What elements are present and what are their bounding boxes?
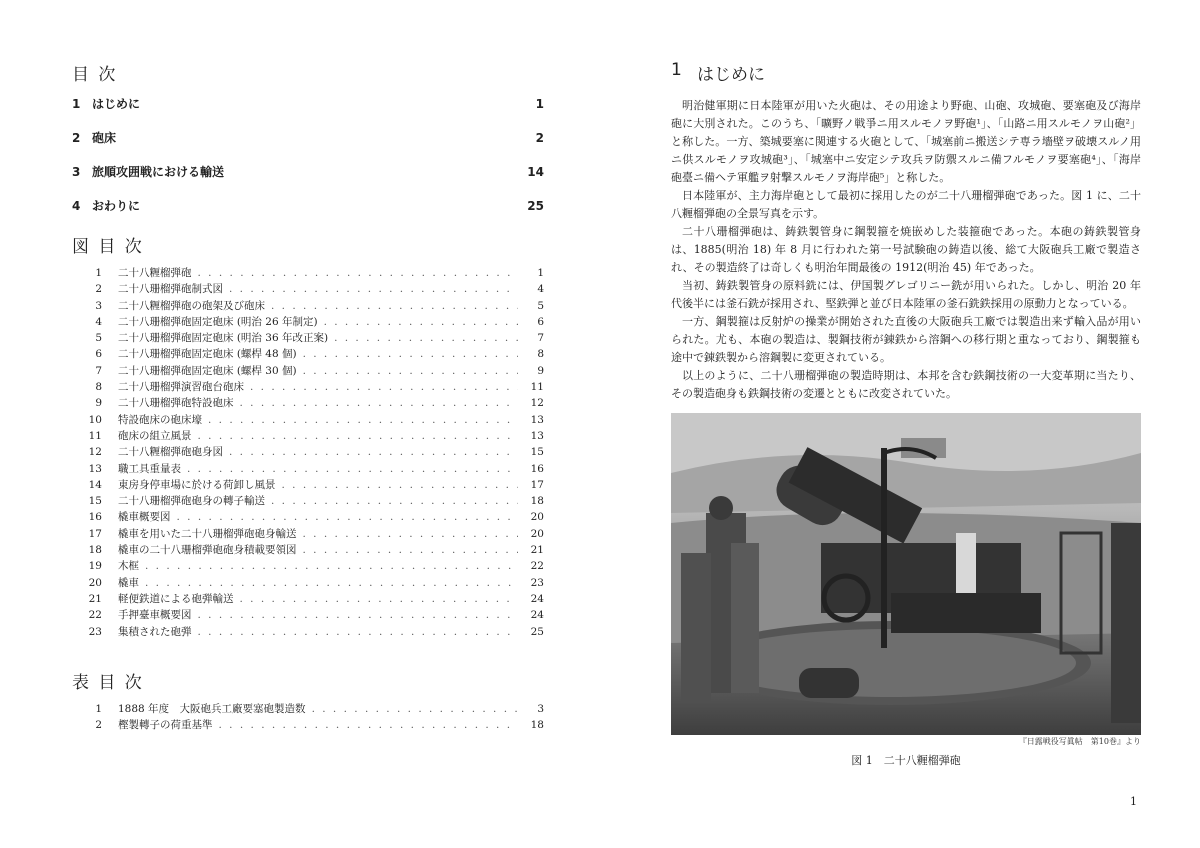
list-item-title: 二十八珊榴弾砲制式図 xyxy=(118,283,223,296)
list-item-number: 8 xyxy=(95,381,102,394)
dot-leader xyxy=(229,446,518,458)
section-intro xyxy=(671,60,1141,403)
list-of-figures xyxy=(72,232,544,640)
toc-item-title: おわりに xyxy=(92,199,141,213)
list-item-page: 9 xyxy=(537,364,544,377)
list-item[interactable] xyxy=(72,558,544,574)
list-item[interactable] xyxy=(72,526,544,542)
list-item-page: 7 xyxy=(537,332,544,345)
list-item-number: 21 xyxy=(88,592,102,605)
list-item-number: 12 xyxy=(88,446,102,459)
toc-item-title: はじめに xyxy=(92,97,141,111)
list-item-number: 17 xyxy=(88,527,102,540)
list-item-number: 10 xyxy=(88,413,102,426)
list-item-page: 24 xyxy=(530,592,544,605)
dot-leader xyxy=(334,332,518,344)
dot-leader xyxy=(240,593,519,605)
list-item-page: 13 xyxy=(530,429,544,442)
photo-credit: 『日露戦役写眞帖 第10巻』より xyxy=(1018,737,1141,746)
list-item-page: 6 xyxy=(537,315,544,328)
list-item[interactable] xyxy=(72,509,544,525)
list-item[interactable] xyxy=(72,265,544,281)
list-item[interactable] xyxy=(72,428,544,444)
list-item-title: 軽便鉄道による砲弾輸送 xyxy=(118,592,234,605)
toc-item-number: 2 xyxy=(72,131,81,145)
list-item-title: 橇車概要図 xyxy=(118,511,171,524)
list-item-title: 二十八珊榴弾砲固定砲床 (螺桿 30 個) xyxy=(118,364,297,377)
list-item-number: 22 xyxy=(88,609,102,622)
list-item-number: 15 xyxy=(88,495,102,508)
list-item-title: 二十八糎榴弾砲砲身図 xyxy=(118,446,223,459)
section-number: 1 xyxy=(671,60,682,80)
list-item[interactable] xyxy=(72,493,544,509)
list-item-page: 21 xyxy=(530,544,544,557)
body-paragraph: 当初、鋳鉄製管身の原料銑には、伊国製グレゴリニー銑が用いられた。しかし、明治 20 年代後半には釜石銑が採用され、堅鉄弾と並び日本陸軍の釜石銑鉄採用の原動力となっている。 xyxy=(671,279,1141,310)
list-item-number: 4 xyxy=(95,315,102,328)
list-item[interactable] xyxy=(72,575,544,591)
list-item[interactable] xyxy=(72,298,544,314)
list-item-page: 22 xyxy=(530,560,544,573)
dot-leader xyxy=(219,719,519,731)
dot-leader xyxy=(198,267,519,279)
dot-leader xyxy=(229,283,518,295)
list-item[interactable] xyxy=(72,607,544,623)
list-item-page: 11 xyxy=(530,381,544,394)
dot-leader xyxy=(303,544,519,556)
list-item-page: 17 xyxy=(530,478,544,491)
dot-leader xyxy=(240,397,519,409)
toc-item-page: 25 xyxy=(527,199,544,213)
list-item-title: 木框 xyxy=(118,560,139,573)
toc-heading: 目 次 xyxy=(72,65,118,85)
dot-leader xyxy=(177,511,519,523)
toc-item[interactable] xyxy=(72,129,544,163)
list-item-title: 二十八珊榴弾砲固定砲床 (明治 36 年改正案) xyxy=(118,332,329,345)
list-item-number: 1 xyxy=(95,267,102,279)
dot-leader xyxy=(198,626,519,638)
list-item[interactable] xyxy=(72,624,544,640)
dot-leader xyxy=(145,577,518,589)
list-item[interactable] xyxy=(72,461,544,477)
dot-leader xyxy=(303,365,518,377)
list-item[interactable] xyxy=(72,591,544,607)
toc-item[interactable] xyxy=(72,197,544,231)
body-paragraph: 一方、鋼製箍は反射炉の操業が開始された直後の大阪砲兵工廠では製造出来ず輸入品が用いられた。尤も、本砲の製造は、製鋼技術が錬鉄から溶鋼への移行期と重なっており、鋼製箍も途中で錬鉄製から溶鋼製に変更されている。 xyxy=(671,315,1141,364)
list-item-number: 5 xyxy=(95,332,102,345)
list-item-number: 20 xyxy=(88,576,102,589)
toc-item-number: 3 xyxy=(72,165,81,179)
list-item-number: 7 xyxy=(95,364,102,377)
list-item-number: 14 xyxy=(88,478,102,491)
toc-section xyxy=(72,60,544,231)
dot-leader xyxy=(312,703,518,715)
dot-leader xyxy=(208,414,518,426)
list-item-page: 24 xyxy=(530,609,544,622)
body-paragraph: 以上のように、二十八珊榴弾砲の製造時期は、本邦を含む鉄鋼技術の一大変革期に当たり、その製造砲身も鉄鋼技術の変遷とともに改変されていた。 xyxy=(671,369,1141,400)
list-item-page: 13 xyxy=(530,413,544,426)
toc-item[interactable] xyxy=(72,95,544,129)
howitzer-photo-illustration xyxy=(671,413,1141,735)
dot-leader xyxy=(145,560,518,572)
tables-list xyxy=(72,701,544,734)
list-item-title: 二十八珊榴弾砲固定砲床 (明治 26 年制定) xyxy=(118,315,318,328)
list-item-page: 4 xyxy=(537,283,544,296)
list-item-page: 18 xyxy=(530,719,544,732)
list-item-number: 9 xyxy=(95,397,102,410)
list-item-number: 18 xyxy=(88,544,102,557)
list-item-page: 23 xyxy=(530,576,544,589)
toc-item[interactable] xyxy=(72,163,544,197)
list-item-title: 1888 年度 大阪砲兵工廠要塞砲製造数 xyxy=(118,703,306,715)
dot-leader xyxy=(324,316,518,328)
list-item[interactable] xyxy=(72,412,544,428)
list-item-page: 12 xyxy=(530,397,544,410)
list-item-number: 19 xyxy=(88,560,102,573)
list-item-number: 2 xyxy=(95,283,102,296)
page-number: 1 xyxy=(1130,795,1137,808)
list-item-title: 橇車の二十八珊榴弾砲砲身積載要領図 xyxy=(118,544,297,557)
list-item-title: 特設砲床の砲床壕 xyxy=(118,413,202,426)
list-item-page: 3 xyxy=(537,703,544,715)
list-item[interactable] xyxy=(72,395,544,411)
list-item-title: 二十八珊榴弾演習砲台砲床 xyxy=(118,381,244,394)
body-paragraph: 日本陸軍が、主力海岸砲として最初に採用したのが二十八珊榴弾砲であった。図 1 に、二十八糎榴弾砲の全景写真を示す。 xyxy=(671,189,1141,220)
list-item-title: 橇車を用いた二十八珊榴弾砲砲身輸送 xyxy=(118,527,297,540)
dot-leader xyxy=(303,348,518,360)
list-item-number: 16 xyxy=(88,511,102,524)
figure-caption: 図 1 二十八糎榴弾砲 xyxy=(851,754,961,767)
list-item[interactable] xyxy=(72,701,544,717)
list-item[interactable] xyxy=(72,444,544,460)
list-item-number: 2 xyxy=(95,719,102,732)
list-item-page: 5 xyxy=(537,299,544,312)
body-paragraph: 二十八珊榴弾砲は、鋳鉄製管身に鋼製箍を焼嵌めした装箍砲であった。本砲の鋳鉄製管身は、1885(明治 18) 年 8 月に行われた第一号試験砲の鋳造以後、総て大阪砲兵工廠で製造され、その製造終了は奇しくも明治年間最後の 1912(明治 45) 年であった。 xyxy=(671,225,1141,274)
list-item[interactable] xyxy=(72,363,544,379)
list-item-title: 橇車 xyxy=(118,576,139,589)
dot-leader xyxy=(271,495,518,507)
list-item-number: 23 xyxy=(88,625,102,638)
toc-item-page: 14 xyxy=(527,165,544,179)
body-paragraph: 明治健軍期に日本陸軍が用いた火砲は、その用途より野砲、山砲、攻城砲、要塞砲及び海岸砲に大別された。このうち、「曠野ノ戦爭ニ用スルモノヲ野砲¹」、「山路ニ用スルモノヲ山砲²」と称した。一方、築城要塞に関連する火砲として、「城塞前ニ搬送シテ専ラ墻壁ヲ破壊スルノ用ニ供スルモノヲ攻城砲³」、「城塞中ニ安定シテ攻兵ヲ防禦スルニ備フルモノヲ要塞砲⁴」、「海岸砲臺ニ備ヘテ軍艦ヲ射撃スルモノヲ海岸砲⁵」と称した。 xyxy=(671,99,1141,184)
toc-item-title: 砲床 xyxy=(92,131,117,145)
list-item-page: 8 xyxy=(537,348,544,361)
section-title: はじめに xyxy=(697,65,765,85)
list-item-title: 東房身停車場に於ける荷卸し風景 xyxy=(118,478,276,491)
figures-heading: 図 目 次 xyxy=(72,237,144,257)
howitzer-photo xyxy=(671,413,1141,735)
section-body xyxy=(671,97,1141,403)
list-item-page: 25 xyxy=(530,625,544,638)
list-item-title: 砲床の組立風景 xyxy=(118,429,192,442)
toc-item-title: 旅順攻囲戦における輸送 xyxy=(92,165,225,179)
dot-leader xyxy=(187,463,518,475)
toc-item-number: 1 xyxy=(72,97,81,111)
dot-leader xyxy=(250,381,518,393)
list-item-title: 樫製轉子の荷重基準 xyxy=(118,719,213,732)
list-item-title: 二十八珊榴弾砲砲身の轉子輸送 xyxy=(118,495,265,508)
list-item[interactable] xyxy=(72,346,544,362)
dot-leader xyxy=(271,300,518,312)
toc-list xyxy=(72,95,544,231)
list-item[interactable] xyxy=(72,542,544,558)
list-item[interactable] xyxy=(72,477,544,493)
dot-leader xyxy=(198,430,519,442)
list-item[interactable] xyxy=(72,314,544,330)
list-item-page: 18 xyxy=(530,495,544,508)
tables-heading: 表 目 次 xyxy=(72,673,144,693)
toc-item-page: 1 xyxy=(535,97,544,111)
dot-leader xyxy=(282,479,519,491)
list-item-page: 20 xyxy=(530,527,544,540)
toc-item-page: 2 xyxy=(535,131,544,145)
list-item-title: 二十八珊榴弾砲特設砲床 xyxy=(118,397,234,410)
list-item-number: 11 xyxy=(88,429,102,442)
list-item-title: 二十八珊榴弾砲固定砲床 (螺桿 48 個) xyxy=(118,348,297,361)
list-item-number: 13 xyxy=(88,462,102,475)
list-item[interactable] xyxy=(72,330,544,346)
list-item[interactable] xyxy=(72,379,544,395)
list-item-title: 集積された砲弾 xyxy=(118,625,192,638)
list-item-title: 手押臺車概要図 xyxy=(118,609,192,622)
toc-item-number: 4 xyxy=(72,199,81,213)
list-item-page: 1 xyxy=(537,267,544,279)
list-item-number: 6 xyxy=(95,348,102,361)
dot-leader xyxy=(303,528,519,540)
list-item-page: 20 xyxy=(530,511,544,524)
list-item[interactable] xyxy=(72,281,544,297)
list-item[interactable] xyxy=(72,717,544,733)
list-item-number: 3 xyxy=(95,299,102,312)
dot-leader xyxy=(198,609,519,621)
list-item-title: 職工具重量表 xyxy=(118,462,181,475)
list-item-page: 15 xyxy=(530,446,544,459)
section-heading xyxy=(671,60,1141,85)
figures-list xyxy=(72,265,544,640)
list-item-title: 二十八糎榴弾砲の砲架及び砲床 xyxy=(118,299,265,312)
list-item-page: 16 xyxy=(530,462,544,475)
list-of-tables xyxy=(72,668,544,734)
list-item-title: 二十八糎榴弾砲 xyxy=(118,267,192,279)
list-item-number: 1 xyxy=(95,703,102,715)
